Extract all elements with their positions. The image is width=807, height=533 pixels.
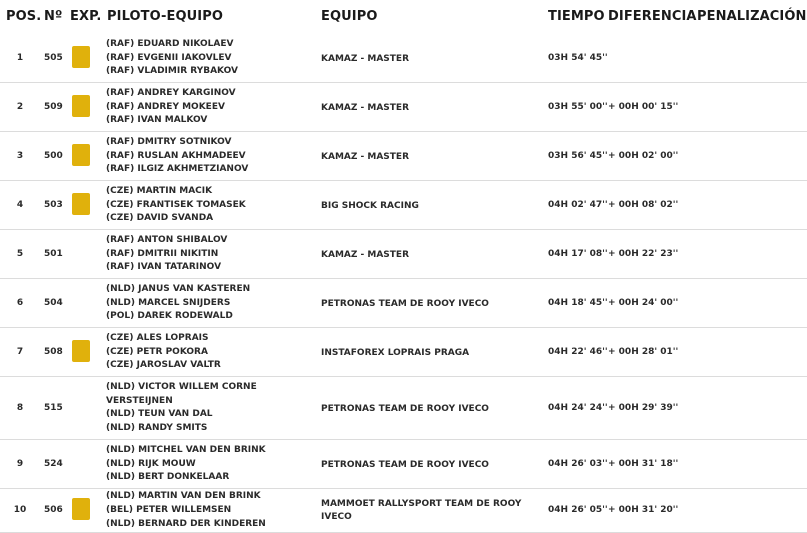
pilot-name[interactable]: (CZE) DAVID SVANDA bbox=[106, 213, 214, 224]
pilot-name[interactable]: (NLD) VICTOR WILLEM CORNE bbox=[106, 381, 257, 392]
pilot-name[interactable]: (RAF) IVAN TATARINOV bbox=[106, 262, 222, 273]
time-cell: 03H 54' 45'' bbox=[548, 52, 608, 63]
experience-badge-icon bbox=[72, 46, 90, 68]
pilot-name[interactable]: (RAF) ANTON SHIBALOV bbox=[106, 234, 228, 245]
difference-cell: + 00H 08' 02'' bbox=[608, 199, 679, 210]
time-cell: 04H 18' 45'' bbox=[548, 297, 608, 308]
table-row[interactable] bbox=[0, 181, 807, 230]
pilot-list bbox=[106, 87, 236, 128]
time-cell: 04H 26' 03'' bbox=[548, 458, 608, 469]
pilot-name[interactable]: (POL) DAREK RODEWALD bbox=[106, 311, 233, 322]
pilot-name[interactable]: (RAF) ILGIZ AKHMETZIANOV bbox=[106, 164, 249, 175]
pilot-name[interactable]: (RAF) EVGENII IAKOVLEV bbox=[106, 52, 232, 63]
position-cell: 4 bbox=[16, 199, 24, 210]
pilot-name[interactable]: (RAF) IVAN MALKOV bbox=[106, 115, 208, 126]
pilot-name[interactable]: (RAF) VLADIMIR RYBAKOV bbox=[106, 66, 238, 77]
time-cell: 04H 24' 24'' bbox=[548, 402, 608, 413]
pilot-name[interactable]: (RAF) ANDREY KARGINOV bbox=[106, 87, 236, 98]
team-name: MAMMOET RALLYSPORT TEAM DE ROOY IVECO bbox=[321, 499, 522, 522]
header-piloto: PILOTO-EQUIPO bbox=[107, 9, 223, 24]
position-cell: 1 bbox=[16, 52, 24, 63]
time-cell: 04H 17' 08'' bbox=[548, 248, 608, 259]
table-row[interactable] bbox=[0, 328, 807, 377]
pilot-name[interactable]: (NLD) MARTIN VAN DEN BRINK bbox=[106, 491, 261, 502]
header-num: Nº bbox=[44, 9, 63, 24]
table-row[interactable] bbox=[0, 279, 807, 328]
pilot-list bbox=[106, 332, 221, 373]
number-cell: 509 bbox=[44, 101, 63, 112]
pilot-list bbox=[106, 38, 238, 79]
difference-cell: + 00H 24' 00'' bbox=[608, 297, 679, 308]
table-row[interactable] bbox=[0, 230, 807, 279]
position-cell: 5 bbox=[16, 248, 24, 259]
time-cell: 03H 56' 45'' bbox=[548, 150, 608, 161]
table-row[interactable] bbox=[0, 377, 807, 440]
position-cell: 7 bbox=[16, 346, 24, 357]
table-row[interactable] bbox=[0, 440, 807, 489]
number-cell: 504 bbox=[44, 297, 63, 308]
team-name: KAMAZ - MASTER bbox=[321, 151, 410, 162]
number-cell: 524 bbox=[44, 458, 63, 469]
results-header bbox=[0, 0, 807, 32]
header-pos: POS. bbox=[6, 9, 42, 24]
difference-cell: + 00H 22' 23'' bbox=[608, 248, 679, 259]
pilot-name[interactable]: (NLD) JANUS VAN KASTEREN bbox=[106, 283, 251, 294]
pilot-name[interactable]: (NLD) BERNARD DER KINDEREN bbox=[106, 518, 266, 529]
header-equipo: EQUIPO bbox=[321, 9, 378, 24]
table-row[interactable] bbox=[0, 34, 807, 83]
experience-badge-icon bbox=[72, 95, 90, 117]
difference-cell: + 00H 31' 20'' bbox=[608, 505, 679, 515]
header-tiempo: TIEMPO bbox=[548, 9, 605, 24]
difference-cell: + 00H 02' 00'' bbox=[608, 150, 679, 161]
pilot-name[interactable]: (RAF) DMITRII NIKITIN bbox=[106, 248, 219, 259]
pilot-name[interactable]: (NLD) MARCEL SNIJDERS bbox=[106, 297, 231, 308]
team-name: KAMAZ - MASTER bbox=[321, 249, 410, 260]
time-cell: 04H 02' 47'' bbox=[548, 199, 608, 210]
team-name: PETRONAS TEAM DE ROOY IVECO bbox=[321, 403, 489, 414]
pilot-name[interactable]: (RAF) DMITRY SOTNIKOV bbox=[106, 136, 232, 147]
pilot-list bbox=[106, 283, 250, 324]
number-cell: 508 bbox=[44, 346, 63, 357]
pilot-name[interactable]: (NLD) RIJK MOUW bbox=[106, 458, 196, 469]
position-cell: 6 bbox=[16, 297, 24, 308]
pilot-list bbox=[106, 185, 246, 226]
number-cell: 501 bbox=[44, 248, 63, 259]
pilot-name[interactable]: (RAF) RUSLAN AKHMADEEV bbox=[106, 150, 246, 161]
team-name: PETRONAS TEAM DE ROOY IVECO bbox=[321, 298, 489, 309]
time-cell: 04H 22' 46'' bbox=[548, 346, 608, 357]
pilot-name[interactable]: (CZE) PETR POKORA bbox=[106, 346, 208, 357]
pilot-name[interactable]: (CZE) FRANTISEK TOMASEK bbox=[106, 199, 246, 210]
team-name: KAMAZ - MASTER bbox=[321, 102, 410, 113]
pilot-list bbox=[106, 490, 266, 531]
table-row[interactable] bbox=[0, 83, 807, 132]
time-cell: 03H 55' 00'' bbox=[548, 101, 608, 112]
table-row[interactable] bbox=[0, 132, 807, 181]
position-cell: 8 bbox=[16, 402, 24, 413]
position-cell: 10 bbox=[13, 505, 27, 515]
pilot-list bbox=[106, 444, 266, 485]
team-name: PETRONAS TEAM DE ROOY IVECO bbox=[321, 459, 489, 470]
team-name: BIG SHOCK RACING bbox=[321, 200, 419, 211]
experience-badge-icon bbox=[72, 144, 90, 166]
difference-cell: + 00H 00' 15'' bbox=[608, 101, 679, 112]
difference-cell: + 00H 29' 39'' bbox=[608, 402, 679, 413]
pilot-name[interactable]: (RAF) ANDREY MOKEEV bbox=[106, 101, 225, 112]
pilot-name[interactable]: VERSTEIJNEN bbox=[106, 395, 173, 406]
difference-cell: + 00H 31' 18'' bbox=[608, 458, 679, 469]
pilot-name[interactable]: (CZE) MARTIN MACIK bbox=[106, 185, 213, 196]
pilot-name[interactable]: (NLD) BERT DONKELAAR bbox=[106, 472, 230, 483]
team-name: INSTAFOREX LOPRAIS PRAGA bbox=[321, 347, 470, 358]
number-cell: 515 bbox=[44, 402, 63, 413]
header-diferencia: DIFERENCIA bbox=[608, 9, 697, 24]
experience-badge-icon bbox=[72, 193, 90, 215]
number-cell: 506 bbox=[44, 505, 63, 515]
header-penalizacion: PENALIZACIÓN bbox=[697, 9, 807, 24]
experience-badge-icon bbox=[72, 498, 90, 520]
table-row[interactable] bbox=[0, 489, 807, 533]
experience-badge-icon bbox=[72, 340, 90, 362]
position-cell: 9 bbox=[16, 458, 24, 469]
pilot-list bbox=[106, 136, 248, 177]
number-cell: 503 bbox=[44, 199, 63, 210]
pilot-name[interactable]: (NLD) RANDY SMITS bbox=[106, 423, 208, 434]
pilot-name[interactable]: (BEL) PETER WILLEMSEN bbox=[106, 505, 232, 516]
time-cell: 04H 26' 05'' bbox=[548, 505, 608, 515]
pilot-name[interactable]: (NLD) MITCHEL VAN DEN BRINK bbox=[106, 444, 266, 455]
team-name: KAMAZ - MASTER bbox=[321, 53, 410, 64]
pilot-name[interactable]: (RAF) EDUARD NIKOLAEV bbox=[106, 38, 234, 49]
difference-cell: + 00H 28' 01'' bbox=[608, 346, 679, 357]
pilot-name[interactable]: (NLD) TEUN VAN DAL bbox=[106, 409, 213, 420]
header-exp: EXP. bbox=[70, 9, 102, 24]
number-cell: 500 bbox=[44, 150, 63, 161]
pilot-list bbox=[106, 234, 227, 275]
number-cell: 505 bbox=[44, 52, 63, 63]
pilot-name[interactable]: (CZE) ALES LOPRAIS bbox=[106, 332, 209, 343]
position-cell: 3 bbox=[16, 150, 24, 161]
pilot-list bbox=[106, 381, 257, 436]
position-cell: 2 bbox=[16, 101, 24, 112]
pilot-name[interactable]: (CZE) JAROSLAV VALTR bbox=[106, 360, 221, 371]
